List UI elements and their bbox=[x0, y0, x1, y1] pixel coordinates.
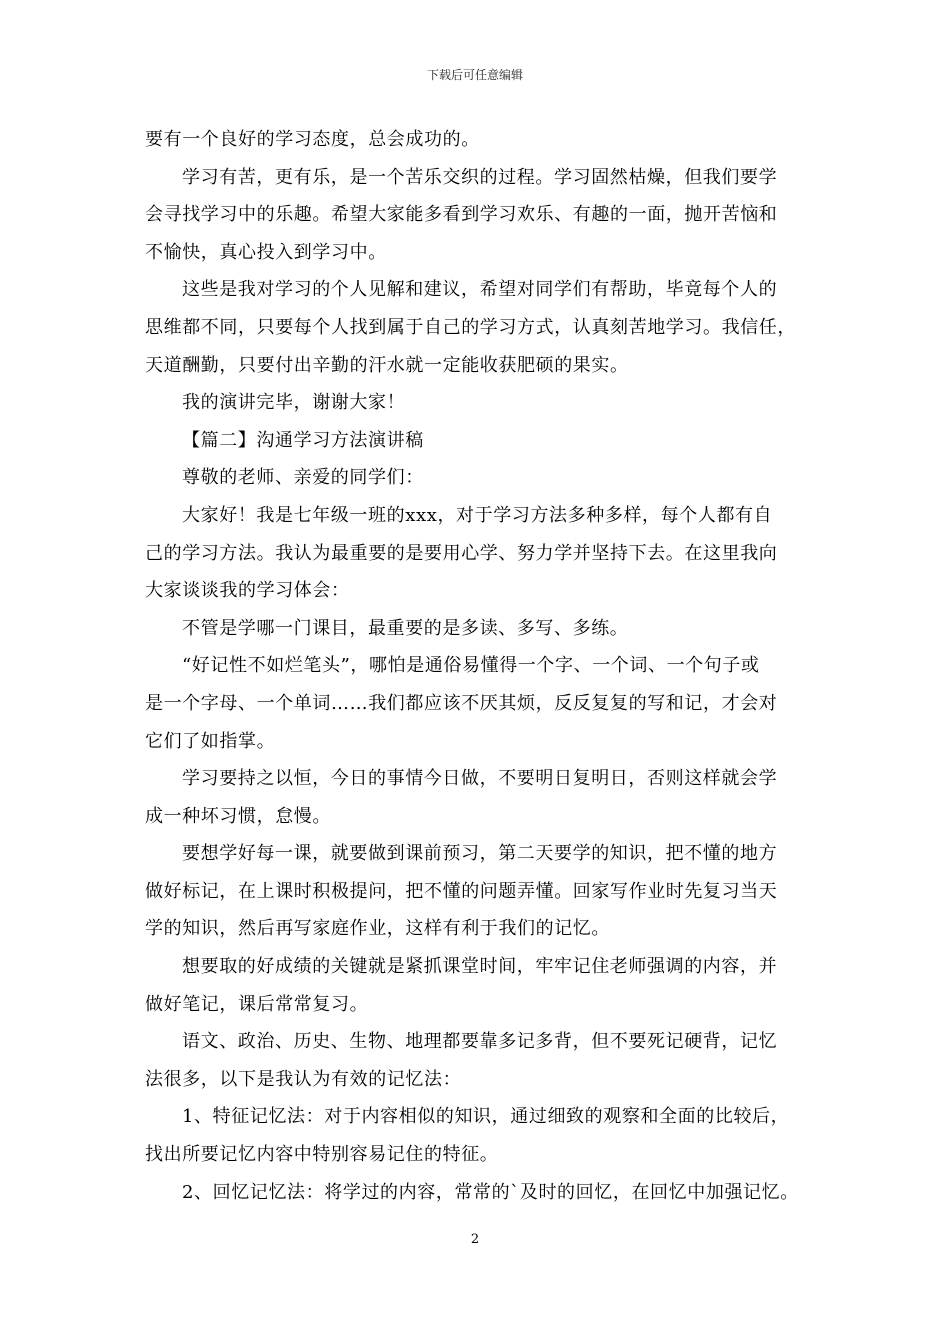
list-item: 2、回忆记忆法：将学过的内容，常常的`及时的回忆，在回忆中加强记忆。 bbox=[182, 1181, 799, 1203]
text-line: 是一个字母、一个单词……我们都应该不厌其烦，反反复复的写和记，才会对 bbox=[145, 692, 778, 714]
text-line: 学习有苦，更有乐，是一个苦乐交织的过程。学习固然枯燥，但我们要学 bbox=[182, 166, 778, 188]
text-line: 这些是我对学习的个人见解和建议，希望对同学们有帮助，毕竟每个人的 bbox=[182, 279, 778, 301]
text-line: 语文、政治、历史、生物、地理都要靠多记多背，但不要死记硬背，记忆 bbox=[182, 1031, 778, 1053]
text-line: “好记性不如烂笔头”，哪怕是通俗易懂得一个字、一个词、一个句子或 bbox=[182, 655, 760, 677]
text-line: 己的学习方法。我认为最重要的是要用心学、努力学并坚持下去。在这里我向 bbox=[145, 542, 778, 564]
text-line: 想要取的好成绩的关键就是紧抓课堂时间，牢牢记住老师强调的内容，并 bbox=[182, 956, 778, 978]
salutation: 尊敬的老师、亲爱的同学们： bbox=[182, 467, 424, 489]
text-line: 要想学好每一课，就要做到课前预习，第二天要学的知识，把不懂的地方 bbox=[182, 843, 778, 865]
page-header: 下载后可任意编辑 bbox=[426, 68, 523, 82]
text-line: 法很多，以下是我认为有效的记忆法： bbox=[145, 1068, 462, 1090]
text-line: 做好标记，在上课时积极提问，把不懂的问题弄懂。回家写作业时先复习当天 bbox=[145, 880, 778, 902]
section-heading: 【篇二】沟通学习方法演讲稿 bbox=[182, 429, 424, 451]
text-line: 要有一个良好的学习态度，总会成功的。 bbox=[145, 129, 480, 150]
text-line: 思维都不同，只要每个人找到属于自己的学习方式，认真刻苦地学习。我信任， bbox=[145, 316, 796, 338]
text-line: 会寻找学习中的乐趣。希望大家能多看到学习欢乐、有趣的一面，抛开苦恼和 bbox=[145, 204, 778, 226]
text-line: 做好笔记，课后常常复习。 bbox=[145, 993, 369, 1015]
text-line: 它们了如指掌。 bbox=[145, 730, 276, 752]
text-line: 我的演讲完毕，谢谢大家！ bbox=[182, 392, 406, 414]
page-number: 2 bbox=[470, 1232, 480, 1247]
text-line: 不愉快，真心投入到学习中。 bbox=[145, 241, 387, 263]
text-line: 找出所要记忆内容中特别容易记住的特征。 bbox=[145, 1144, 499, 1166]
document-body bbox=[145, 121, 817, 1211]
text-line: 不管是学哪一门课目，最重要的是多读、多写、多练。 bbox=[182, 617, 629, 639]
text-line: 大家好！我是七年级一班的xxx，对于学习方法多种多样，每个人都有自 bbox=[182, 504, 773, 526]
text-line: 学的知识，然后再写家庭作业，这样有利于我们的记忆。 bbox=[145, 918, 610, 940]
text-line: 天道酬勤，只要付出辛勤的汗水就一定能收获肥硕的果实。 bbox=[145, 354, 629, 376]
text-line: 大家谈谈我的学习体会： bbox=[145, 580, 350, 602]
text-line: 学习要持之以恒，今日的事情今日做，不要明日复明日，否则这样就会学 bbox=[182, 768, 778, 790]
text-line: 成一种坏习惯，怠慢。 bbox=[145, 805, 331, 827]
list-item: 1、特征记忆法：对于内容相似的知识，通过细致的观察和全面的比较后， bbox=[182, 1106, 790, 1128]
